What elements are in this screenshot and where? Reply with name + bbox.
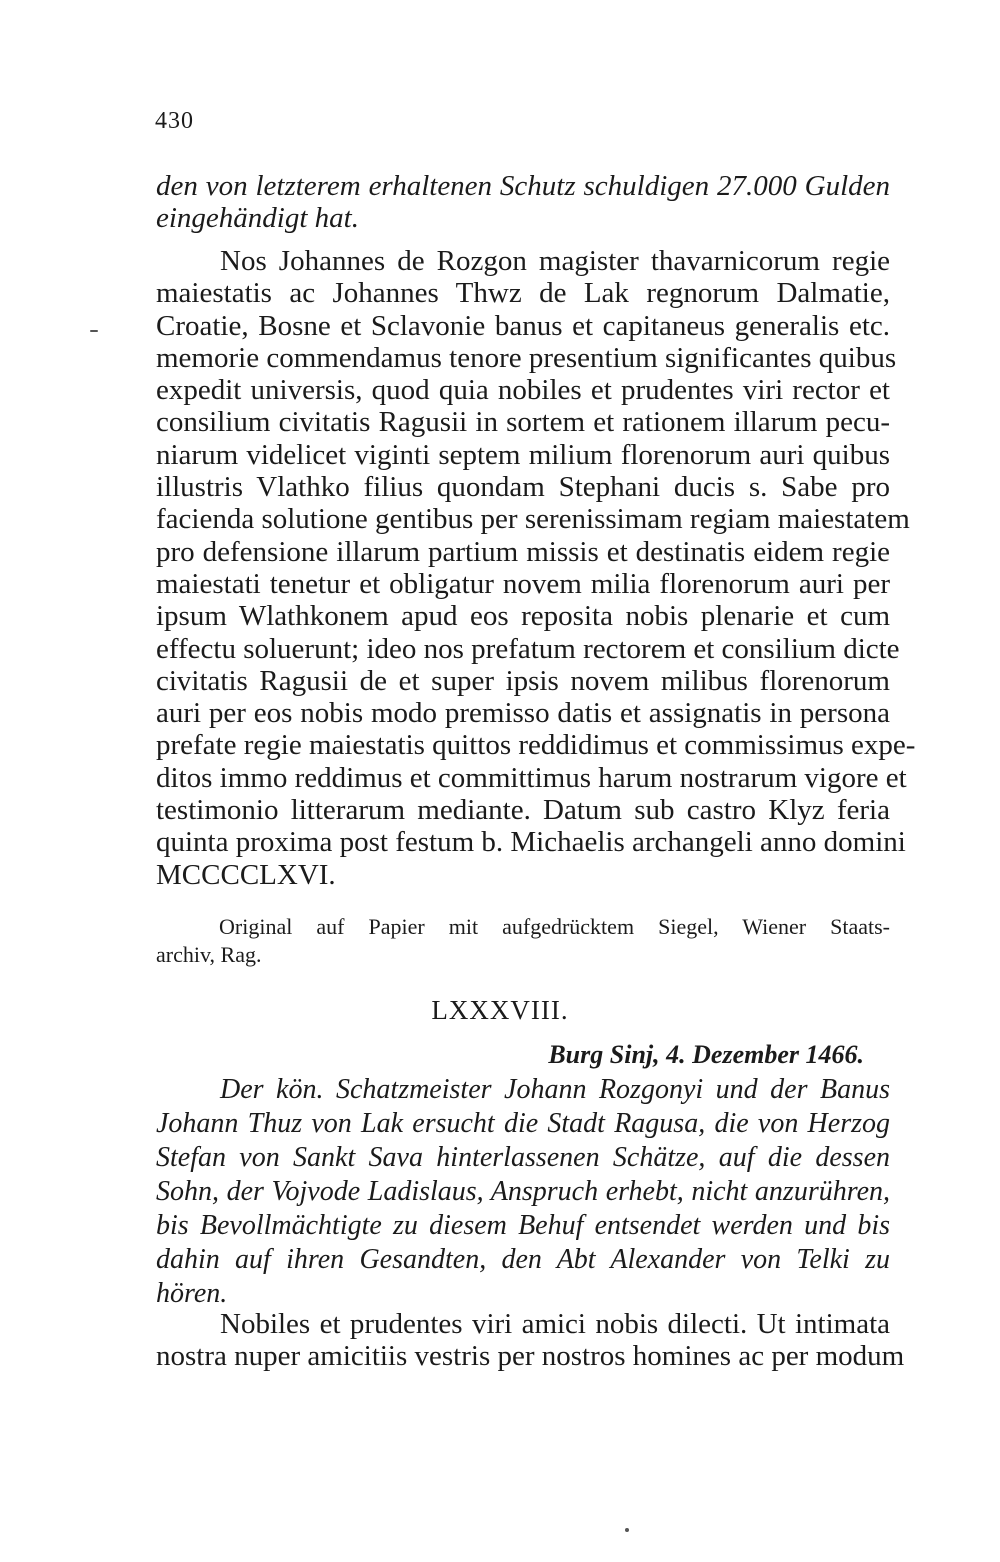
text-line: Nobiles et prudentes viri amici nobis dilecti. Ut intimata xyxy=(220,1308,890,1340)
text-line: civitatis Ragusii de et super ipsis novem milibus florenorum xyxy=(156,664,890,697)
text-line: niarum videlicet viginti septem milium florenorum auri quibus xyxy=(156,438,890,471)
text-line: pro defensione illarum partium missis et destinatis eidem regie xyxy=(156,535,890,568)
margin-mark xyxy=(90,330,98,332)
text-line: bis Bevollmächtigte zu diesem Behuf entsendet werden und bis xyxy=(156,1210,890,1241)
text-line: maiestati tenetur et obligatur novem milia florenorum auri per xyxy=(156,567,890,600)
text-line: nostra nuper amicitiis vestris per nostros homines ac per modum xyxy=(156,1340,905,1373)
text-line: hören. xyxy=(156,1278,228,1309)
text-line: Croatie, Bosne et Sclavonie banus et capitaneus generalis etc. xyxy=(156,309,890,342)
document-number-heading: LXXXVIII. xyxy=(431,995,569,1025)
text-line: memorie commendamus tenore presentium significantes quibus xyxy=(156,341,897,374)
text-line: testimonio litterarum mediante. Datum sub castro Klyz feria xyxy=(156,794,890,827)
source-note xyxy=(156,913,890,969)
paper-speck xyxy=(625,1528,629,1532)
text-line: maiestatis ac Johannes Thwz de Lak regnorum Dalmatie, xyxy=(156,277,890,310)
summary-paragraph xyxy=(156,1073,890,1311)
text-line: ipsum Wlathkonem apud eos reposita nobis plenarie et cum xyxy=(156,600,890,633)
text-line: Sohn, der Vojvode Ladislaus, Anspruch erhebt, nicht anzurühren, xyxy=(156,1176,890,1207)
text-line: dahin auf ihren Gesandten, den Abt Alexander von Telki zu xyxy=(156,1244,890,1275)
page-number: 430 xyxy=(155,108,194,134)
text-line: effectu soluerunt; ideo nos prefatum rectorem et consilium dicte xyxy=(156,632,900,665)
text-line: expedit universis, quod quia nobiles et prudentes viri rector et xyxy=(156,374,890,407)
intro-paragraph xyxy=(156,170,890,235)
text-line: consilium civitatis Ragusii in sortem et rationem illarum pecu- xyxy=(156,406,890,439)
letter-text xyxy=(156,1308,905,1373)
text-line: quinta proxima post festum b. Michaelis archangeli anno domini xyxy=(156,826,906,859)
text-line: eingehändigt hat. xyxy=(156,202,359,235)
text-line: MCCCCLXVI. xyxy=(156,858,336,891)
text-line: facienda solutione gentibus per serenissimam regiam maiestatem xyxy=(156,503,910,536)
charter-text xyxy=(156,245,916,891)
text-line: Nos Johannes de Rozgon magister thavarnicorum regie xyxy=(220,245,890,277)
text-line: Johann Thuz von Lak ersucht die Stadt Ragusa, die von Herzog xyxy=(156,1108,890,1139)
text-line: prefate regie maiestatis quittos reddidimus et commissimus expe- xyxy=(156,729,916,762)
text-line: Stefan von Sankt Sava hinterlassenen Schätze, auf die dessen xyxy=(156,1142,890,1173)
text-line: den von letzterem erhaltenen Schutz schuldigen 27.000 Gulden xyxy=(156,170,890,202)
text-line: ditos immo reddimus et committimus harum nostrarum vigore et xyxy=(156,761,907,794)
source-line: archiv, Rag. xyxy=(156,942,262,967)
dateline: Burg Sinj, 4. Dezember 1466. xyxy=(548,1040,864,1069)
text-line: illustris Vlathko filius quondam Stephani ducis s. Sabe pro xyxy=(156,471,890,504)
text-line: Der kön. Schatzmeister Johann Rozgonyi und der Banus xyxy=(220,1074,890,1105)
source-line: Original auf Papier mit aufgedrücktem Siegel, Wiener Staats- xyxy=(219,914,890,939)
text-line: auri per eos nobis modo premisso datis et assignatis in persona xyxy=(156,697,890,730)
